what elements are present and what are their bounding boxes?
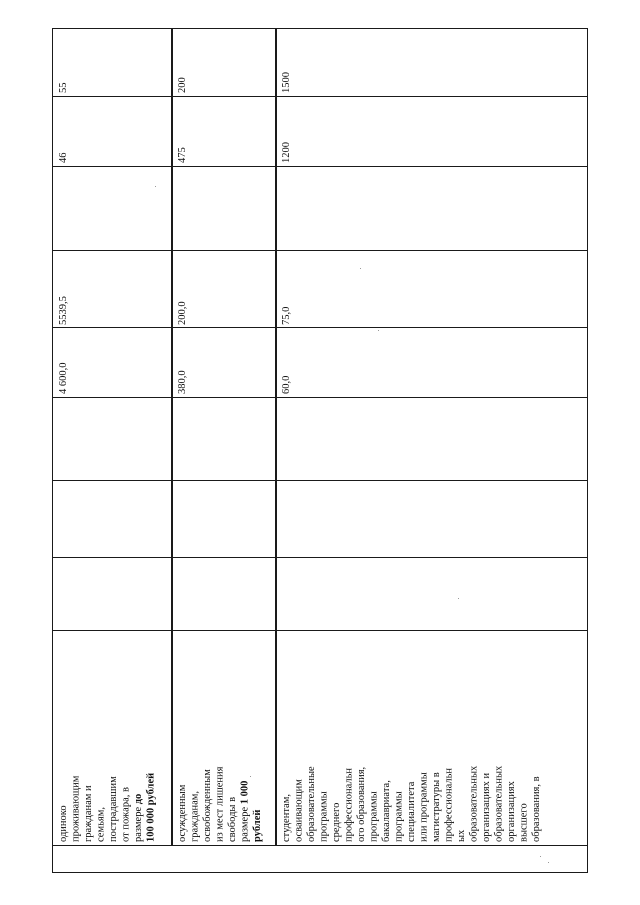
row-released-convicts-value-b: 200,0 — [177, 301, 188, 325]
table-border-right — [587, 28, 588, 873]
row-elderly-fire-value-a: 4 600,0 — [58, 362, 69, 394]
row-students-value-b: 75,0 — [281, 306, 292, 325]
row-released-convicts-count-b: 200 — [177, 77, 188, 93]
scan-speck — [250, 776, 251, 777]
text-line: пострадавшим — [108, 776, 119, 842]
row-elderly-fire-value-b: 5539,5 — [58, 296, 69, 325]
table-border-top — [52, 28, 588, 29]
text-line: из мест лишения — [214, 766, 226, 842]
text-line: ых — [456, 829, 467, 842]
text-line: или программы — [418, 772, 430, 842]
text-line: размере — [133, 804, 144, 842]
row-students-count-b: 1500 — [281, 72, 292, 93]
mid-line-2 — [52, 557, 588, 558]
text-line-bold: до — [133, 793, 144, 805]
row-students-value-a: 60,0 — [281, 375, 292, 394]
text-line: семьям, — [95, 807, 107, 842]
text-line: образовательные — [306, 766, 317, 842]
column-divider-1 — [171, 28, 173, 846]
table-border-left — [52, 28, 53, 873]
table-border-bottom — [52, 845, 588, 846]
text-line: программы — [368, 791, 380, 842]
values-panel-bottom — [52, 397, 588, 398]
text-line: гражданам, — [189, 790, 201, 842]
text-line-bold: 100 000 рублей — [145, 772, 157, 842]
counts-divider — [52, 96, 588, 97]
text-line: осужденным — [177, 784, 188, 842]
text-line: гражданам и — [83, 785, 94, 842]
row-released-convicts-text — [177, 632, 265, 842]
text-line: студентам, — [281, 794, 292, 842]
row-elderly-fire-text — [58, 632, 158, 842]
row-divider-upper — [52, 630, 588, 631]
table-border-bottom-lower — [52, 872, 588, 873]
text-line: размере — [239, 804, 251, 842]
text-line: магистратуры в — [431, 772, 442, 842]
row-elderly-fire-count-b: 55 — [58, 82, 69, 93]
scan-speck — [360, 268, 361, 269]
text-line: образования, в — [531, 776, 542, 842]
text-line: образовательных — [468, 765, 480, 842]
column-divider-2 — [275, 28, 277, 846]
text-line-bold: 1 000 — [239, 780, 251, 805]
text-line: бакалавриата, — [381, 780, 392, 842]
text-line-bold: рублей — [252, 809, 263, 842]
text-line: освобожденным — [202, 769, 213, 842]
values-divider — [52, 327, 588, 328]
text-line: одиноко — [58, 805, 69, 842]
text-line: специалитета — [406, 781, 417, 842]
mid-line-1 — [52, 480, 588, 481]
counts-panel-bottom — [52, 166, 588, 167]
text-line: от пожара, в — [120, 787, 132, 842]
text-line: профессиональн — [343, 767, 355, 842]
row-students-count-a: 1200 — [281, 142, 292, 163]
text-line: программы — [318, 791, 330, 842]
text-line: ого образования, — [356, 766, 367, 842]
row-students-text — [281, 632, 544, 842]
text-line: организациях — [506, 781, 517, 842]
text-line: осваивающим — [293, 779, 305, 842]
text-line: свободы в — [227, 796, 238, 842]
values-panel-top — [52, 250, 588, 251]
row-released-convicts-value-a: 380,0 — [177, 370, 188, 394]
text-line: профессиональн — [443, 767, 455, 842]
text-line: программы — [393, 791, 405, 842]
scan-speck — [548, 862, 549, 863]
text-line: высшего — [518, 803, 530, 842]
text-line: проживающим — [70, 775, 82, 842]
row-elderly-fire-count-a: 46 — [58, 152, 69, 163]
scan-speck — [458, 598, 459, 599]
text-line: среднего — [331, 802, 342, 842]
scan-speck — [540, 856, 541, 857]
text-line: образовательных — [493, 765, 505, 842]
row-released-convicts-count-a: 475 — [177, 147, 188, 163]
scan-speck — [378, 330, 379, 331]
text-line: организациях и — [481, 772, 492, 842]
scan-speck — [155, 186, 156, 187]
